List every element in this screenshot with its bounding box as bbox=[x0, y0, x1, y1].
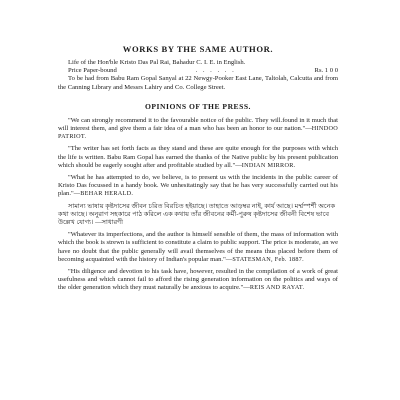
bengali-quote: সামান্য ভাষায় কৃষ্টদাসের জীবন চরিত বিরচিত হইয়াছে। তাহাতে আড়ম্বর নাই, কার্য আছে। মর্ম্মস্পর্শী অনেক কথা আছে। অনুরাগ সহকারে পাঠ করিলে এক কথায় তাঁর জীবনের কর্মী-পুরুষ কৃষ্টদাসের জীবনী বিশেষ ভাবে উল্লেখ যোগ্য। —সাধারণী bbox=[58, 202, 336, 227]
work-title: Life of the Hon'ble Kristo Das Pal Rai, Bahadur C. I. E. in English. bbox=[68, 59, 246, 66]
quote-text: "His diligence and devotion to his task have, however, resulted in the compilation of a work of great usefulness and which cannot fail to afford the rising generation information on the politics and ways of the older generation which they must naturally be anxious to acquire."— bbox=[58, 268, 338, 292]
press-quotes bbox=[58, 117, 338, 293]
press-quote bbox=[58, 117, 338, 142]
quote-text: "The writer has set forth facts as they stand and these are quite enough for the purposes with which the life is written. Babu Ram Gopal has earned the thanks of the Native public by his present publication which should be eagerly sought after and profitable studied by all."— bbox=[58, 145, 338, 169]
quote-text: "We can strongly recommend it to the favourable notice of the public. They will.found in it much that will interest them, and give them a fair idea of a man who has been an honor to our nation."— bbox=[58, 116, 338, 133]
works-heading: WORKS BY THE SAME AUTHOR. bbox=[122, 44, 274, 54]
quote-source: HINDOO PATRIOT. bbox=[58, 125, 338, 141]
quote-source: STATESMAN, Feb. 1887. bbox=[232, 255, 305, 263]
press-quote bbox=[58, 231, 338, 264]
quote-text: "Whatever its imperfections, and the author is himself sensible of them, the mass of information with which the book is strewn is sufficient to constitute a claim to public support. The price is moderate, an we have no doubt that the public generally will avail themselves of the means thus placed before them of becoming acquainted with the history of Indian's popular man."— bbox=[58, 231, 338, 263]
price-row bbox=[58, 67, 338, 75]
press-quote bbox=[58, 174, 338, 199]
quote-source: INDIAN MIRROR. bbox=[241, 161, 296, 169]
press-quote bbox=[58, 268, 338, 293]
price-dots: . . . . . . bbox=[195, 67, 236, 75]
quote-source: REIS AND RAYAT. bbox=[249, 284, 305, 292]
quote-text: "What he has attempted to do, we believe, is to present us with the incidents in the public career of Kristo Das focussed in a handy book. We unhesitatingly say that he has very successfully carried out his plan." bbox=[58, 174, 338, 198]
price-value: Rs. 1 0 0 bbox=[314, 67, 338, 75]
quote-source: —BEHAR HERALD. bbox=[73, 190, 134, 198]
opinions-heading: OPINIONS OF THE PRESS. bbox=[145, 101, 251, 111]
press-quote bbox=[58, 145, 338, 170]
availability-text: To be had from Babu Ram Gopal Sanyal at 22 Newgy-Pooker East Lane, Taltolah, Calcutta and from the Canning Library and Messrs Lahiry and Co. College Street. bbox=[58, 75, 338, 91]
price-label: Price Paper-bound bbox=[68, 67, 117, 75]
